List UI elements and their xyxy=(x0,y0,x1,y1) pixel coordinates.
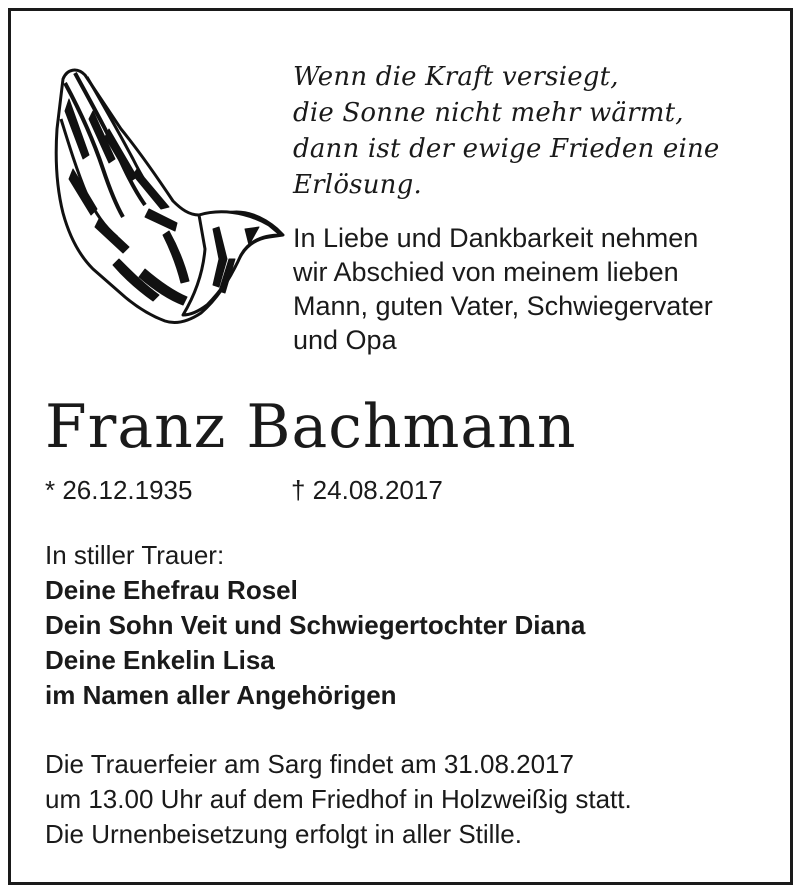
farewell-line: und Opa xyxy=(293,325,397,355)
mourner-entry: Deine Ehefrau Rosel xyxy=(45,575,298,605)
funeral-line: Die Trauerfeier am Sarg findet am 31.08.2017 xyxy=(45,749,574,779)
birth-date: * 26.12.1935 xyxy=(45,475,193,505)
farewell-line: Mann, guten Vater, Schwiegervater xyxy=(293,291,713,321)
poem-line: dann ist der ewige Frieden eine xyxy=(293,134,720,164)
funeral-line: Die Urnenbeisetzung erfolgt in aller Stille. xyxy=(45,819,522,849)
funeral-line: um 13.00 Uhr auf dem Friedhof in Holzweißig statt. xyxy=(45,784,632,814)
mourner-entry: Dein Sohn Veit und Schwiegertochter Diana xyxy=(45,610,586,640)
death-date: † 24.08.2017 xyxy=(291,475,443,505)
poem xyxy=(293,59,773,203)
mourners-heading: In stiller Trauer: xyxy=(45,540,225,570)
poem-line: die Sonne nicht mehr wärmt, xyxy=(293,98,684,128)
mourners-list xyxy=(45,538,585,713)
poem-line: Wenn die Kraft versiegt, xyxy=(293,62,619,92)
obituary-card xyxy=(8,8,793,885)
deceased-name: Franz Bachmann xyxy=(45,392,577,462)
mourner-entry: im Namen aller Angehörigen xyxy=(45,680,397,710)
life-dates xyxy=(45,475,745,505)
mourner-entry: Deine Enkelin Lisa xyxy=(45,645,275,675)
poem-line: Erlösung. xyxy=(293,170,422,200)
farewell-text xyxy=(293,221,773,357)
farewell-line: In Liebe und Dankbarkeit nehmen xyxy=(293,223,699,253)
farewell-line: wir Abschied von meinem lieben xyxy=(293,257,679,287)
praying-hands-icon xyxy=(49,59,285,327)
funeral-info xyxy=(45,747,632,852)
